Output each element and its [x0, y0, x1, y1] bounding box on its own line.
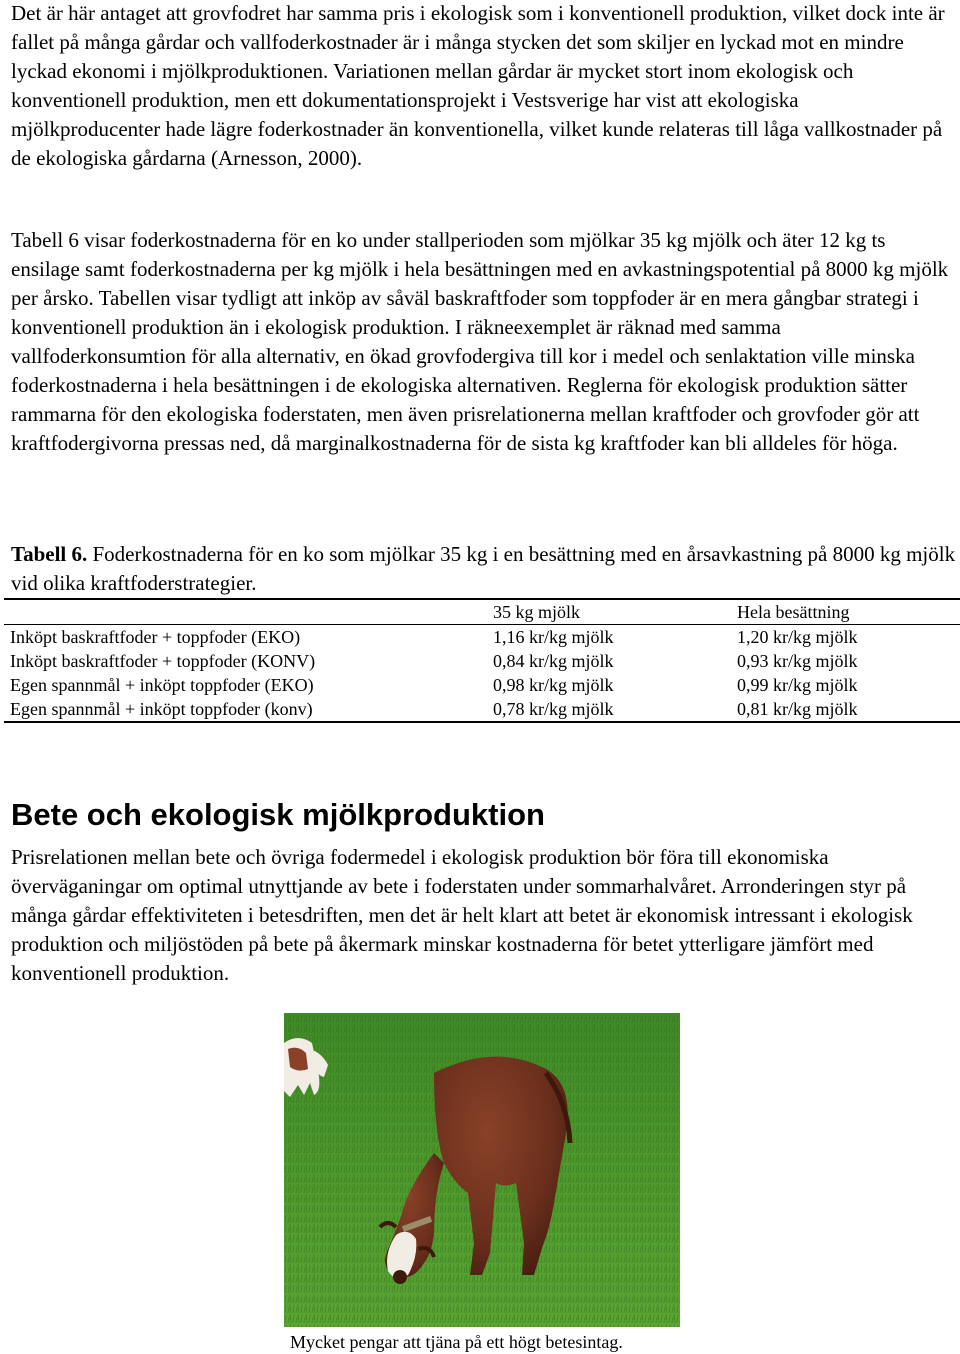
photo-caption: Mycket pengar att tjäna på ett högt betesintag. — [290, 1332, 623, 1352]
table-row — [4, 697, 960, 722]
table-cell-strategy: Egen spannmål + inköpt toppfoder (EKO) — [10, 675, 314, 695]
table-cell-strategy: Inköpt baskraftfoder + toppfoder (EKO) — [10, 627, 301, 647]
paragraph-feed-costs: Det är här antaget att grovfodret har samma pris i ekologisk som i konventionell produktion, vilket dock inte är fallet på många gårdar och vallfoderkostnader är i många stycken det som skiljer en lyckad mot en mindre lyckad ekonomi i mjölkproduktionen. Variationen mellan gårdar är mycket stort inom ekologisk och konventionell produktion, men ett dokumentationsprojekt i Vestsverige har vist att ekologiska mjölkproducenter hade lägre foderkostnader än konventionella, vilket kunde relateras till låga vallkostnader på de ekologiska gårdarna (Arnesson, 2000). — [11, 1, 945, 170]
table-header-strategy — [4, 599, 487, 625]
cow-grazing-photo — [284, 1013, 680, 1327]
paragraph-table-intro: Tabell 6 visar foderkostnaderna för en ko under stallperioden som mjölkar 35 kg mjölk och äter 12 kg ts ensilage samt foderkostnaderna per kg mjölk i hela besättningen med en avkastningspotential på 8000 kg mjölk per årsko. Tabellen visar tydligt att inköp av såväl baskraftfoder som toppfoder är en mera gångbar strategi i konventionell produktion än i ekologisk produktion. I räkneexemplet är räknad med samma vallfoderkonsumtion för alla alternativ, en ökad grovfodergiva till kor i medel och senlaktation ville minska foderkostnaderna i hela besättningen i de ekologiska alternativen. Reglerna för ekologisk produktion sätter rammarna för den ekologiska foderstaten, men även prisrelationerna mellan kraftfoder och grovfoder gör att kraftfodergivorna pressas ned, då marginalkostnaderna för de sista kg kraftfoder kan bli alldeles för höga. — [11, 228, 949, 455]
table-caption — [11, 540, 956, 598]
table-header-herd: Hela besättning — [731, 599, 960, 625]
table-cell-strategy: Egen spannmål + inköpt toppfoder (konv) — [4, 697, 487, 722]
feed-cost-table — [4, 598, 960, 723]
table-row — [4, 649, 960, 673]
table-caption-label: Tabell 6. — [11, 542, 88, 566]
paragraph-grazing: Prisrelationen mellan bete och övriga fodermedel i ekologisk produktion bör föra till ekonomiska överväganingar om optimal utnyttjande av bete i foderstaten under sommarhalvåret. Arronderingen styr på många gårdar effektiviteten i betesdriften, men det är helt klart att betet är ekonomisk intressant i ekologisk produktion och miljöstöden på bete på åkermark minskar kostnaderna för betet ytterligare jämfört med konventionell produktion. — [11, 845, 913, 985]
table-caption-text: Foderkostnaderna för en ko som mjölkar 35 kg i en besättning med en årsavkastning på 8000 kg mjölk vid olika kraftfoderstrategier. — [11, 542, 956, 595]
table-cell-35kg: 0,84 kr/kg mjölk — [493, 651, 614, 671]
table-cell-herd: 0,93 kr/kg mjölk — [737, 651, 858, 671]
table-cell-herd: 1,20 kr/kg mjölk — [737, 627, 858, 647]
table-row — [4, 673, 960, 697]
table-cell-35kg: 0,98 kr/kg mjölk — [493, 675, 614, 695]
table-cell-herd: 0,81 kr/kg mjölk — [731, 697, 960, 722]
table-cell-35kg: 1,16 kr/kg mjölk — [493, 627, 614, 647]
table-cell-herd: 0,99 kr/kg mjölk — [737, 675, 858, 695]
table-header-35kg: 35 kg mjölk — [487, 599, 731, 625]
table-cell-strategy: Inköpt baskraftfoder + toppfoder (KONV) — [10, 651, 316, 671]
table-cell-35kg: 0,78 kr/kg mjölk — [487, 697, 731, 722]
table-header-row — [4, 599, 960, 625]
table-row — [4, 625, 960, 650]
section-heading: Bete och ekologisk mjölkproduktion — [11, 797, 545, 832]
